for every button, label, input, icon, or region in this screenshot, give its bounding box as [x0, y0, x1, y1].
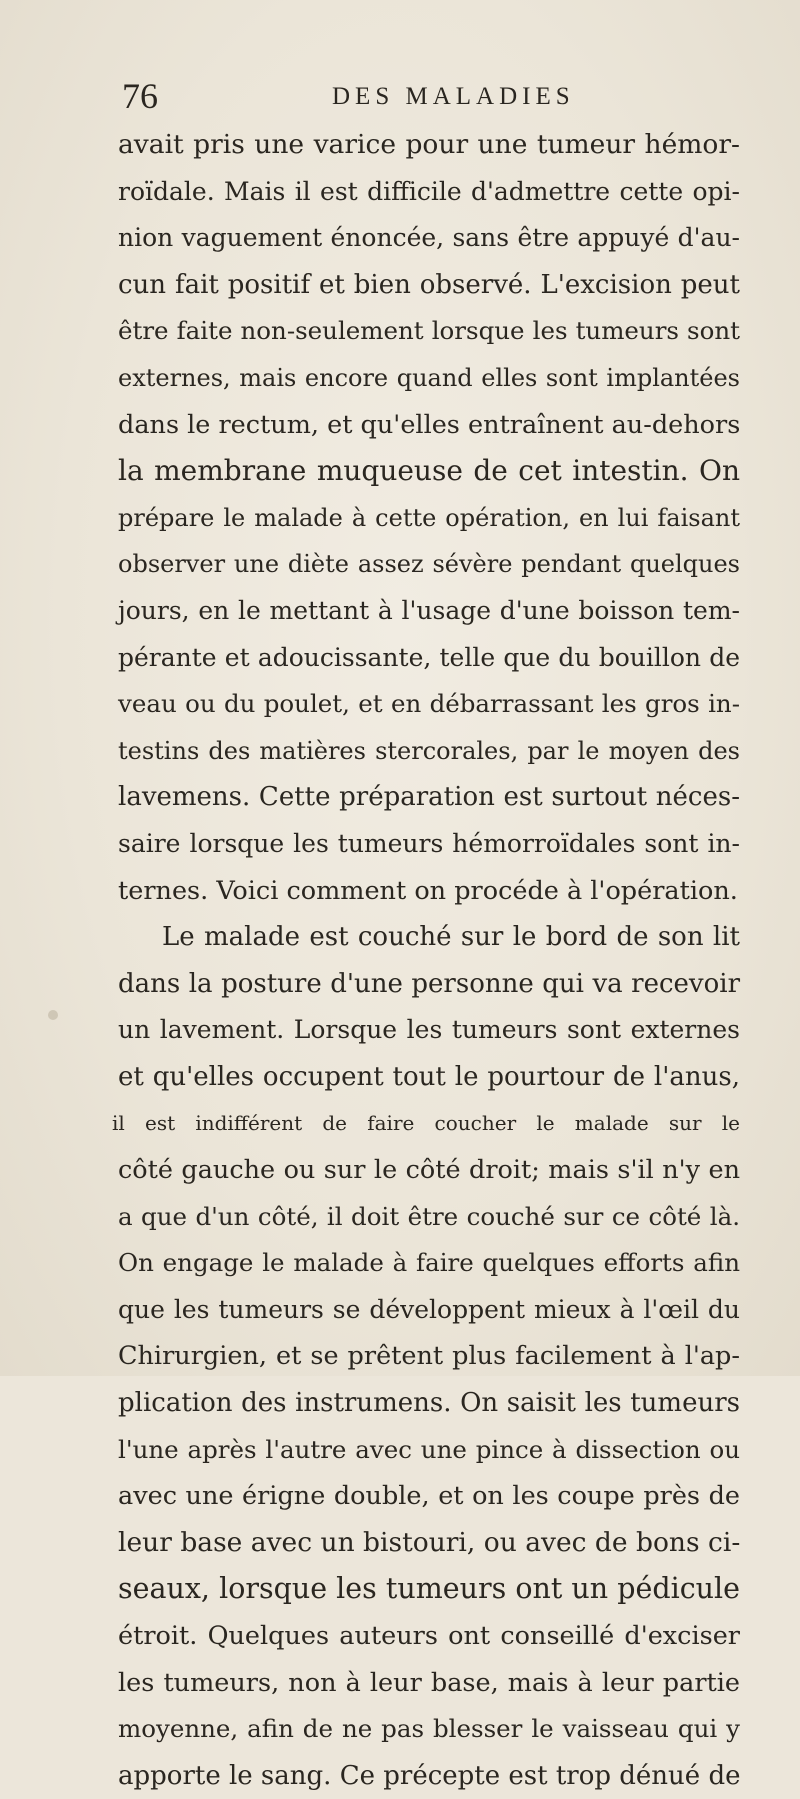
- text-line: a que d'un côté, il doit être couché sur ce côté là.: [118, 1201, 740, 1231]
- text-line: veau ou du poulet, et en débarrassant les gros in-: [118, 689, 740, 719]
- text-line: On engage le malade à faire quelques efforts afin: [118, 1248, 740, 1278]
- text-line: côté gauche ou sur le côté droit; mais s'il n'y en: [118, 1155, 740, 1186]
- text-line: un lavement. Lorsque les tumeurs sont externes: [118, 1015, 740, 1045]
- text-line: observer une diète assez sévère pendant quelques: [118, 550, 740, 579]
- text-line: prépare le malade à cette opération, en lui faisant: [118, 503, 740, 532]
- text-line: la membrane muqueuse de cet intestin. On: [118, 454, 740, 488]
- text-line: dans le rectum, et qu'elles entraînent au-dehors: [118, 409, 741, 440]
- text-line: lavemens. Cette préparation est surtout néces-: [118, 782, 740, 813]
- text-line: leur base avec un bistouri, ou avec de bons ci-: [118, 1526, 741, 1558]
- page-header: [122, 76, 682, 116]
- body-text: [112, 122, 741, 1799]
- text-line: être faite non-seulement lorsque les tumeurs sont: [118, 316, 740, 346]
- text-line: moyenne, afin de ne pas blesser le vaisseau qui y: [118, 1714, 740, 1744]
- text-line: dans la posture d'une personne qui va recevoir: [118, 968, 740, 999]
- paper-speck: [48, 1010, 58, 1020]
- text-line: pérante et adoucissante, telle que du bouillon de: [118, 642, 740, 672]
- text-line: seaux, lorsque les tumeurs ont un pédicule: [118, 1572, 740, 1606]
- text-line: ternes. Voici comment on procéde à l'opération.: [118, 875, 738, 906]
- text-line: testins des matières stercorales, par le moyen des: [118, 736, 740, 765]
- text-line: il est indifférent de faire coucher le malade sur le: [112, 1111, 740, 1136]
- text-line: roïdale. Mais il est difficile d'admettre cette opi-: [118, 176, 740, 206]
- text-line: et qu'elles occupent tout le pourtour de l'anus,: [118, 1061, 740, 1092]
- text-line: avait pris une varice pour une tumeur hémor-: [118, 129, 740, 160]
- text-line: externes, mais encore quand elles sont implantées: [118, 363, 740, 392]
- text-line: nion vaguement énoncée, sans être appuyé d'au-: [118, 223, 740, 253]
- text-line: les tumeurs, non à leur base, mais à leur partie: [118, 1667, 740, 1698]
- text-line: cun fait positif et bien observé. L'excision peut: [118, 269, 740, 300]
- page-number: 76: [122, 76, 158, 116]
- text-line: l'une après l'autre avec une pince à dissection ou: [118, 1434, 740, 1464]
- text-line: Le malade est couché sur le bord de son lit: [162, 922, 740, 953]
- text-line: Chirurgien, et se prêtent plus facilement à l'ap-: [118, 1341, 740, 1372]
- text-line: que les tumeurs se développent mieux à l'œil du: [118, 1294, 740, 1324]
- text-line: saire lorsque les tumeurs hémorroïdales sont in-: [118, 828, 740, 858]
- text-line: plication des instrumens. On saisit les tumeurs: [118, 1388, 740, 1419]
- text-line: étroit. Quelques auteurs ont conseillé d'exciser: [118, 1621, 740, 1651]
- text-line: apporte le sang. Ce précepte est trop dénué de: [118, 1760, 741, 1791]
- running-head: DES MALADIES: [332, 83, 575, 110]
- text-line: avec une érigne double, et on les coupe près de: [118, 1481, 740, 1512]
- text-line: jours, en le mettant à l'usage d'une boisson tem-: [118, 595, 740, 625]
